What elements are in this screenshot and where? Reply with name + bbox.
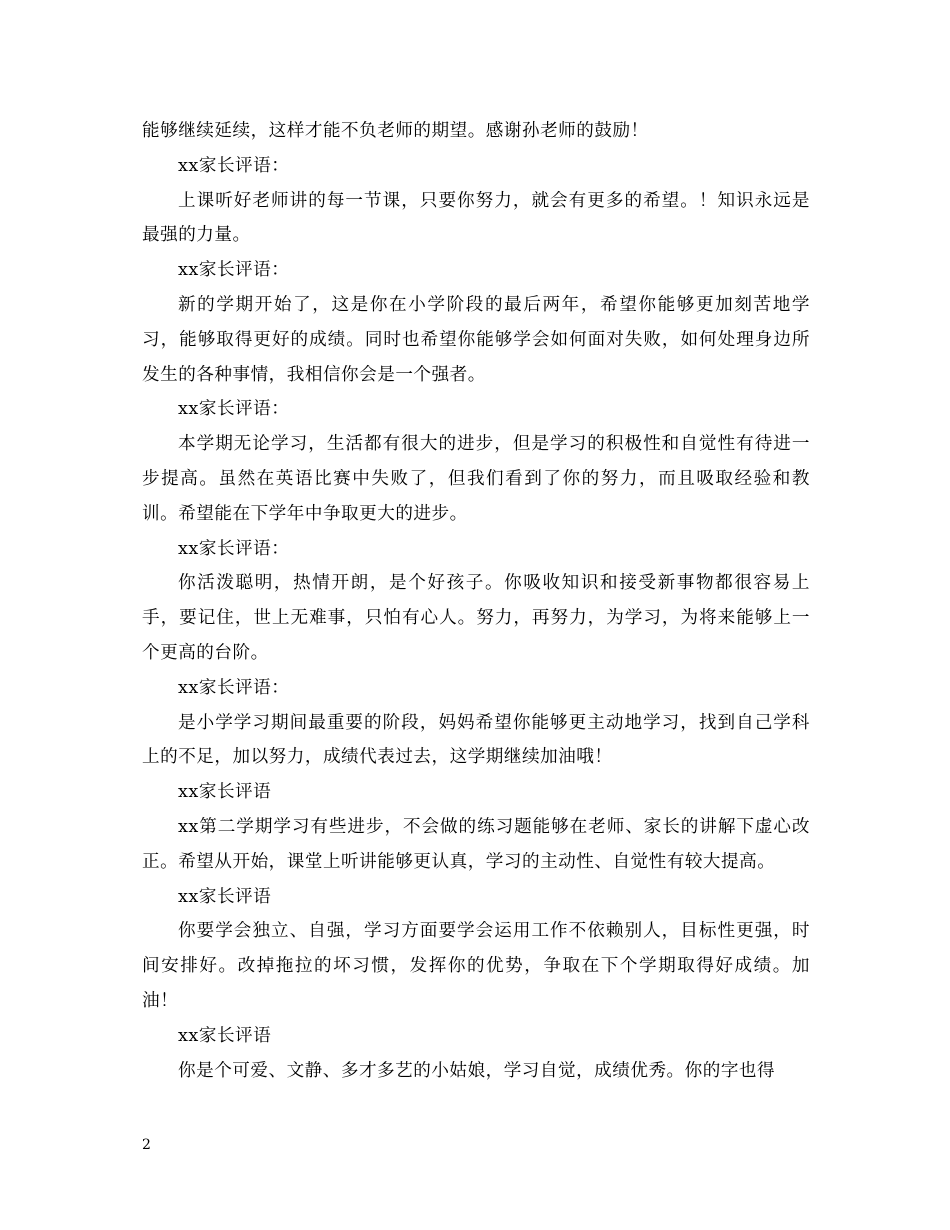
parent-comment-heading: xx家长评语： <box>178 677 290 698</box>
parent-comment-text: 你要学会独立、自强，学习方面要学会运用工作不依赖别人，目标性更强，时间安排好。改掉拖拉的坏习惯，发挥你的优势，争取在下个学期取得好成绩。加油！ <box>142 921 810 1011</box>
document-body <box>142 114 810 1088</box>
parent-comment-text: 新的学期开始了，这是你在小学阶段的最后两年，希望你能够更加刻苦地学习，能够取得更好的成绩。同时也希望你能够学会如何面对失败，如何处理身边所发生的各种事情，我相信你会是一个强者。 <box>142 294 810 385</box>
parent-comment-heading: xx家长评语： <box>178 155 290 176</box>
parent-comment-text: xx第二学期学习有些进步，不会做的练习题能够在老师、家长的讲解下虚心改正。希望从开始，课堂上听讲能够更认真，学习的主动性、自觉性有较大提高。 <box>142 816 810 872</box>
parent-comment-heading: xx家长评语 <box>178 886 272 907</box>
parent-comment-heading: xx家长评语： <box>178 260 290 281</box>
parent-comment-heading: xx家长评语 <box>178 782 272 803</box>
parent-comment-text: 你是个可爱、文静、多才多艺的小姑娘，学习自觉，成绩优秀。你的字也得 <box>178 1060 776 1081</box>
parent-comment-text: 本学期无论学习，生活都有很大的进步，但是学习的积极性和自觉性有待进一步提高。虽然在英语比赛中失败了，但我们看到了你的努力，而且吸取经验和教训。希望能在下学年中争取更大的进步。 <box>142 434 810 524</box>
parent-comment-heading: xx家长评语 <box>178 1025 272 1046</box>
parent-comment-heading: xx家长评语： <box>178 538 290 559</box>
parent-comment-heading: xx家长评语： <box>178 399 290 420</box>
parent-comment-text: 你活泼聪明，热情开朗，是个好孩子。你吸收知识和接受新事物都很容易上手，要记住，世上无难事，只怕有心人。努力，再努力，为学习，为将来能够上一个更高的台阶。 <box>142 573 810 663</box>
parent-comment-text: 是小学学习期间最重要的阶段，妈妈希望你能够更主动地学习，找到自己学科上的不足，加以努力，成绩代表过去，这学期继续加油哦！ <box>142 712 810 768</box>
parent-comment-text: 上课听好老师讲的每一节课，只要你努力，就会有更多的希望。！知识永远是最强的力量。 <box>142 190 810 246</box>
page-number: 2 <box>142 1137 151 1153</box>
paragraph-continuation: 能够继续延续，这样才能不负老师的期望。感谢孙老师的鼓励！ <box>142 121 649 141</box>
